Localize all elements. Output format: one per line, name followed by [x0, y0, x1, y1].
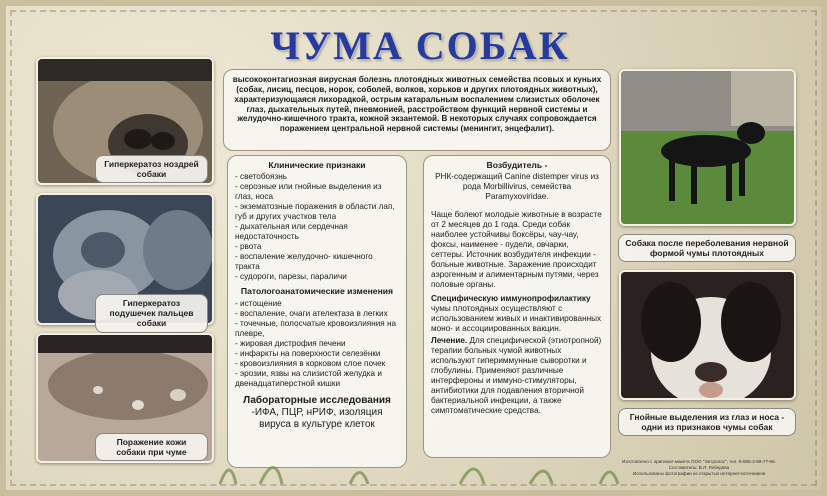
pathology-item: - жировая дистрофия печени — [235, 338, 346, 348]
prophylaxis-text: чумы плотоядных осуществляют с использованием живых и инактивированных моно- и ассоциированных вакцин. — [431, 304, 602, 334]
credits-line: Составитель: В.Л. Лебедева — [668, 464, 730, 470]
pathogen-panel — [423, 155, 611, 458]
grass-decoration — [200, 446, 630, 486]
credits — [585, 459, 813, 477]
treatment-paragraph — [431, 336, 603, 416]
caption-nose: Гиперкератоз ноздрей собаки — [95, 155, 208, 183]
caption-paw: Гиперкератоз подушечек пальцев собаки — [95, 294, 208, 333]
intro-definition: высококонтагиозная вирусная болезнь плотоядных животных семейства псовых и куньих (собак, лисиц, песцов, норок, соболей, волков, хорьков и других плотоядных животных), характеризующаяся лихорадкой, острым катаральным воспалением слизистых оболочек глаз, дыхательных путей, пневмонией, расстройством функций нервной системы и желудочно-кишечного тракта, кожной экзантемой. В некоторых случаях сопровождается поражением центральной нервной системы (менингит, энцефалит). — [223, 69, 611, 151]
treatment-text: Для специфической (этиотропной) терапии больных чумой животных используют гипериммунные сыворотки и глобулины. Применяют различные интерфероны и иммуно-стимуляторы, антибиотики для подавления вторичной бактериальной инфекции, а также симптоматические средства. — [431, 336, 602, 416]
credits-line: Использованы фотографии из открытых интернет-источников — [632, 470, 766, 476]
photo-dog-discharge — [619, 270, 796, 400]
caption-dog-after: Собака после переболевания нервной формой чумы плотоядных — [618, 234, 796, 262]
pathology-item: - эрозии, язвы на слизистой желудка и двенадцатиперстной кишки — [235, 368, 382, 388]
photo-dog-after-disease — [619, 69, 796, 226]
pathology-item: - инфаркты на поверхности селезёнки — [235, 348, 381, 358]
pathogen-text: Чаще болеют молодые животные в возрасте от 2 месяцев до 1 года. Среди собак наиболее устойчивы боксёры, чау-чау, фоксы, наименее - пудели, овчарки, сеттеры. Источник возбудителя инфекции - больные животные. Заражение происходит аэрогенным и алиментарным путями, через половые органы. — [431, 210, 602, 290]
pathology-item: - точечные, полосчатые кровоизлияния на плевре, — [235, 318, 397, 338]
lab-text: -ИФА, ПЦР, нРИФ, изоляция вируса в культуре клеток — [251, 407, 383, 431]
clinical-item: - серозные или гнойные выделения из глаз, носа — [235, 182, 382, 202]
pathology-item: - истощение — [235, 298, 282, 308]
pathogen-title: Возбудитель - — [486, 160, 548, 170]
standing-dog-photo-image — [621, 71, 796, 226]
clinical-item: - светобоязнь — [235, 172, 288, 182]
clinical-item: - воспаление желудочно- кишечного тракта — [235, 252, 373, 272]
caption-skin: Поражение кожи собаки при чуме — [95, 433, 208, 461]
pathology-item: - кровоизлияния в корковом слое почек — [235, 358, 386, 368]
clinical-panel — [227, 155, 407, 468]
dog-face-photo-image — [621, 272, 796, 400]
poster-title: ЧУМА СОБАК — [270, 23, 570, 68]
pathology-title: Патологоанатомические изменения — [240, 286, 394, 297]
credits-line: Изготовлено с оригинал-макета ООО "Энтролос", тел. 8-865-2-99-77-66. — [622, 459, 776, 464]
clinical-item: - экзематозные поражения в области лап, губ и других участков тела — [235, 202, 395, 222]
caption-dog-discharge: Гнойные выделения из глаз и носа - одни из признаков чумы собак — [618, 408, 796, 436]
treatment-label: Лечение. — [431, 336, 468, 346]
clinical-title: Клинические признаки — [268, 160, 366, 170]
clinical-item: - судороги, парезы, параличи — [235, 272, 347, 282]
lab-title: Лабораторные исследования — [243, 394, 391, 406]
clinical-item: - дыхательная или сердечная недостаточность — [235, 222, 348, 242]
pathogen-subtitle: РНК-содержащий Canine distemper virus из рода Morbillivirus, семейства Paramyxoviridae. — [435, 172, 599, 202]
clinical-item: - рвота — [235, 242, 262, 252]
pathology-item: - воспаление, очаги ателектаза в легких — [235, 308, 388, 318]
prophylaxis-paragraph — [431, 294, 603, 334]
prophylaxis-label: Специфическую иммунопрофилактику — [431, 294, 591, 304]
